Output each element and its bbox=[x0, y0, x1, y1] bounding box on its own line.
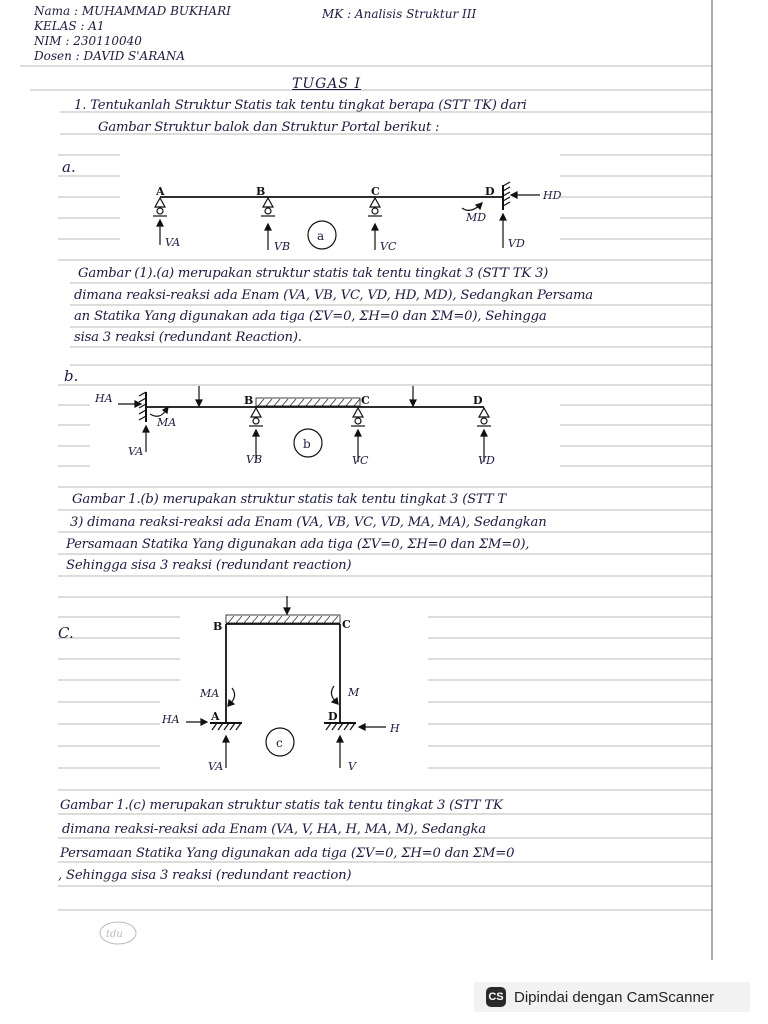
svg-text:MD: MD bbox=[466, 211, 487, 224]
fig-b-text-1: Gambar 1.(b) merupakan struktur statis tak tentu tingkat 3 (STT T bbox=[72, 492, 507, 507]
fig-b-text-3: Persamaan Statika Yang digunakan ada tiga (ΣV=0, ΣH=0 dan ΣM=0), bbox=[66, 537, 530, 552]
svg-text:C: C bbox=[361, 394, 370, 407]
svg-text:M: M bbox=[348, 686, 360, 699]
student-name: Nama : MUHAMMAD BUKHARI bbox=[34, 4, 231, 18]
question-line-2: Gambar Struktur balok dan Struktur Portal berikut : bbox=[98, 120, 440, 135]
svg-text:VD: VD bbox=[508, 237, 525, 250]
page-title: TUGAS I bbox=[292, 76, 362, 92]
svg-text:VD: VD bbox=[478, 454, 495, 467]
svg-text:VB: VB bbox=[246, 453, 263, 466]
svg-text:D: D bbox=[328, 710, 338, 723]
svg-text:C: C bbox=[371, 185, 380, 198]
camscanner-icon: CS bbox=[486, 987, 506, 1007]
fig-a-text-3: an Statika Yang digunakan ada tiga (ΣV=0, ΣH=0 dan ΣM=0), Sehingga bbox=[74, 309, 547, 324]
figure-a-label: a. bbox=[62, 158, 76, 176]
camscanner-watermark bbox=[474, 982, 750, 1012]
question-line-1: 1. Tentukanlah Struktur Statis tak tentu tingkat berapa (STT TK) dari bbox=[74, 98, 527, 113]
course-name: MK : Analisis Struktur III bbox=[322, 7, 477, 21]
fig-c-text-1: Gambar 1.(c) merupakan struktur statis tak tentu tingkat 3 (STT TK bbox=[60, 798, 503, 813]
camscanner-text: Dipindai dengan CamScanner bbox=[514, 988, 715, 1006]
svg-text:V: V bbox=[348, 760, 356, 773]
fig-c-text-4: , Sehingga sisa 3 reaksi (redundant reaction) bbox=[58, 868, 352, 883]
svg-text:D: D bbox=[473, 394, 483, 407]
svg-text:b: b bbox=[303, 437, 311, 451]
fig-a-text-2: dimana reaksi-reaksi ada Enam (VA, VB, VC, VD, HD, MD), Sedangkan Persama bbox=[74, 288, 593, 303]
svg-text:VC: VC bbox=[380, 240, 397, 253]
figure-c-label: C. bbox=[58, 624, 74, 642]
svg-text:H: H bbox=[390, 722, 400, 735]
svg-text:VC: VC bbox=[352, 454, 369, 467]
fig-b-text-2: 3) dimana reaksi-reaksi ada Enam (VA, VB, VC, VD, MA, MA), Sedangkan bbox=[70, 515, 547, 530]
svg-text:MA: MA bbox=[200, 687, 220, 700]
svg-text:B: B bbox=[256, 185, 266, 198]
svg-text:C: C bbox=[342, 618, 351, 631]
svg-text:HD: HD bbox=[543, 189, 562, 202]
student-class: KELAS : A1 bbox=[34, 19, 105, 33]
svg-text:VB: VB bbox=[274, 240, 291, 253]
fig-a-text-1: Gambar (1).(a) merupakan struktur statis tak tentu tingkat 3 (STT TK 3) bbox=[78, 266, 549, 281]
svg-text:D: D bbox=[485, 185, 495, 198]
fig-a-text-4: sisa 3 reaksi (redundant Reaction). bbox=[74, 330, 302, 345]
figure-b-label: b. bbox=[64, 367, 79, 385]
svg-text:A: A bbox=[156, 185, 165, 198]
lecturer-name: Dosen : DAVID S'ARANA bbox=[34, 49, 186, 63]
svg-text:VA: VA bbox=[208, 760, 224, 773]
fig-c-text-3: Persamaan Statika Yang digunakan ada tiga (ΣV=0, ΣH=0 dan ΣM=0 bbox=[60, 846, 515, 861]
svg-text:HA: HA bbox=[95, 392, 113, 405]
fig-c-text-2: dimana reaksi-reaksi ada Enam (VA, V, HA, H, MA, M), Sedangka bbox=[62, 822, 486, 837]
svg-text:B: B bbox=[244, 394, 254, 407]
svg-text:c: c bbox=[276, 736, 283, 750]
svg-text:HA: HA bbox=[162, 713, 180, 726]
svg-text:A: A bbox=[211, 710, 220, 723]
svg-text:B: B bbox=[213, 620, 223, 633]
svg-text:MA: MA bbox=[157, 416, 177, 429]
svg-text:VA: VA bbox=[128, 445, 144, 458]
svg-text:tdu: tdu bbox=[106, 929, 123, 940]
fig-b-text-4: Sehingga sisa 3 reaksi (redundant reaction) bbox=[66, 558, 352, 573]
svg-text:a: a bbox=[317, 229, 325, 243]
svg-text:VA: VA bbox=[165, 236, 181, 249]
student-nim: NIM : 230110040 bbox=[34, 34, 142, 48]
